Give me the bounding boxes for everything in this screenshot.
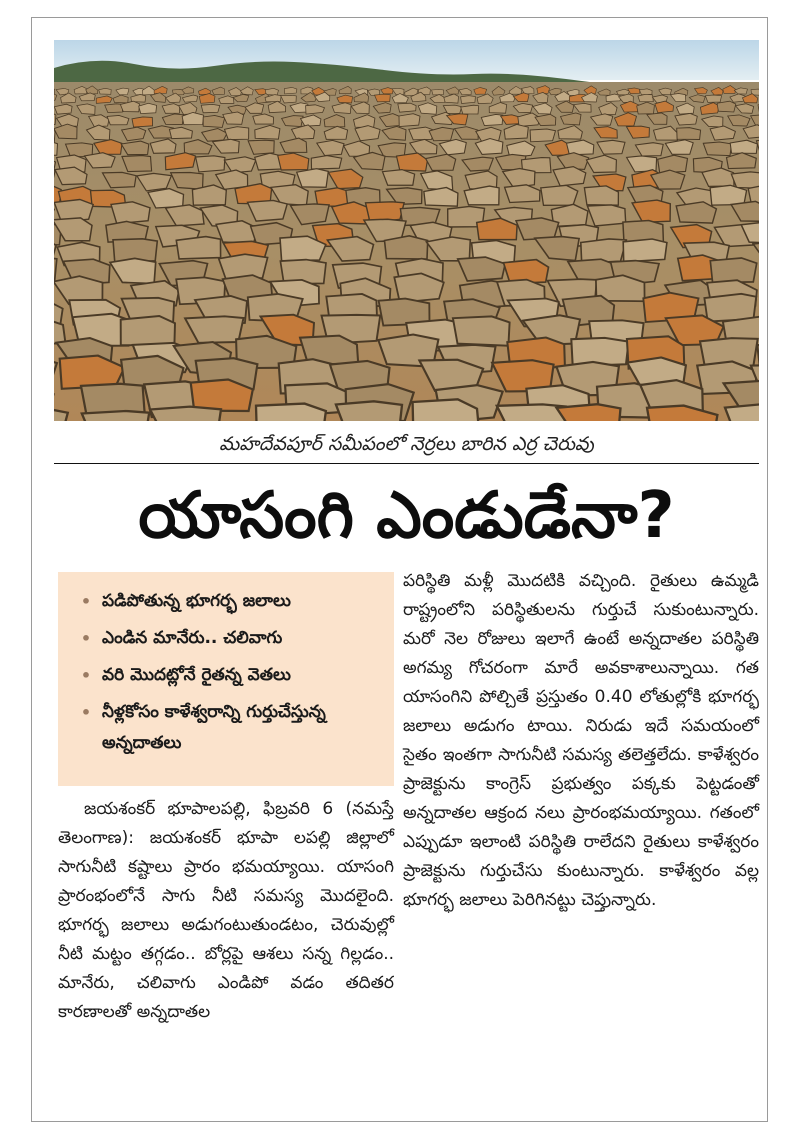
soil-chunk xyxy=(196,156,225,172)
cracked-lakebed-photo xyxy=(54,40,759,421)
highlight-text: పడిపోతున్న భూగర్భ జలాలు xyxy=(102,591,291,611)
soil-chunk xyxy=(203,115,225,127)
soil-chunk xyxy=(639,89,652,95)
soil-chunk xyxy=(385,236,428,259)
soil-chunk xyxy=(705,95,721,102)
soil-chunk xyxy=(111,202,150,224)
soil-chunk xyxy=(458,257,506,281)
highlights-box xyxy=(58,572,394,786)
article-column-right xyxy=(403,567,759,915)
soil-chunk xyxy=(676,202,716,223)
soil-chunk xyxy=(461,105,479,114)
soil-chunk xyxy=(265,88,278,95)
soil-chunk xyxy=(383,170,415,186)
soil-chunk xyxy=(453,316,510,345)
article-paragraph: జయశంకర్ భూపాలపల్లి, ఫిబ్రవరి 6 (నమస్తే తెలంగాణ): జయశంకర్ భూపా లపల్లి జిల్లాలో సాగునీటి కష్టాలు ప్రారం భమయ్యాయి. యాసంగి ప్రారంభంలోనే సాగు నీటి సమస్య మొదలైంది. భూగర్భ జలాలు అడుగంటుతుండటం, చెరువుల్లో నీటి మట్టం తగ్గడం.. బోర్లపై ఆశలు సన్న గిల్లడం.. మానేరు, చలివాగు ఎండిపో వడం తదితర కారణాలతో అన్నదాతల xyxy=(58,799,394,1022)
soil-chunk xyxy=(571,338,628,366)
soil-chunk xyxy=(284,87,297,94)
soil-chunk xyxy=(99,88,112,94)
soil-chunk xyxy=(399,114,420,127)
soil-chunk xyxy=(541,185,578,205)
soil-chunk xyxy=(54,141,58,156)
soil-chunk xyxy=(122,156,152,172)
soil-chunk xyxy=(105,104,123,113)
soil-chunk xyxy=(121,316,175,345)
soil-chunk xyxy=(584,186,618,205)
soil-chunk xyxy=(530,129,555,142)
soil-chunk xyxy=(557,404,621,421)
soil-chunk xyxy=(432,90,444,95)
soil-chunk xyxy=(219,254,268,279)
soil-chunk xyxy=(461,96,476,104)
soil-chunk xyxy=(225,127,249,140)
soil-chunk xyxy=(731,172,759,188)
highlight-text: వరి మొదట్లోనే రైతన్న వెతలు xyxy=(102,665,291,685)
article-column-left xyxy=(58,795,394,1027)
soil-chunk xyxy=(375,94,391,102)
highlight-item xyxy=(76,623,384,654)
soil-chunk xyxy=(297,169,329,188)
highlight-text: నీళ్లకోసం కాళేశ్వరాన్ని గుర్తుచేస్తున్న అన్నదాతలు xyxy=(102,702,326,753)
soil-chunk xyxy=(638,94,653,101)
soil-chunk xyxy=(702,168,734,186)
soil-chunk xyxy=(409,127,433,140)
bullet-icon: • xyxy=(80,592,92,611)
soil-chunk xyxy=(336,401,402,421)
soil-chunk xyxy=(398,103,416,112)
soil-chunk xyxy=(201,104,220,112)
soil-chunk xyxy=(176,237,220,259)
soil-chunk xyxy=(282,116,304,127)
soil-chunk xyxy=(424,188,458,207)
soil-chunk xyxy=(192,185,226,205)
soil-chunk xyxy=(658,155,688,173)
soil-chunk xyxy=(717,101,736,112)
bullet-icon: • xyxy=(80,666,92,685)
photo-caption: మహదేవపూర్ సమీపంలో నెర్రలు బారిన ఎర్ర చెరువు xyxy=(54,427,759,464)
soil-chunk xyxy=(730,140,757,153)
soil-chunk xyxy=(710,185,747,205)
soil-chunk xyxy=(675,113,697,125)
soil-chunk xyxy=(132,117,153,127)
soil-chunk xyxy=(587,205,625,226)
soil-chunk xyxy=(82,411,149,421)
highlight-text: ఎండిన మానేరు.. చలివాగు xyxy=(102,628,283,648)
soil-chunk xyxy=(623,221,664,243)
soil-chunk xyxy=(710,258,756,283)
soil-chunk xyxy=(677,128,701,140)
bullet-icon: • xyxy=(80,703,92,722)
soil-chunk xyxy=(311,156,341,170)
soil-chunk xyxy=(66,143,93,157)
article-paragraph: పరిస్థితి మళ్లీ మొదటికి వచ్చింది. రైతులు ఉమ్మడి రాష్ట్రంలోని పరిస్థితులను గుర్తుచే సుకుంటున్నారు. మరో నెల రోజులు ఇలాగే ఉంటే అన్నదాతల పరిస్థితి అగమ్య గోచరంగా మారే అవకాశాలున్నాయి. గత యాసంగిని పోల్చితే ప్రస్తుతం 0.40 లోతుల్లోకి భూగర్భ జలాలు అడుగం టాయి. నిరుడు ఇదే సమయంలో సైతం ఇంతగా సాగునీటి సమస్య తలెత్తలేదు. కాళేశ్వరం ప్రాజెక్టును కాంగ్రెస్ ప్రభుత్వం పక్కకు పెట్టడంతో అన్నదాతల ఆక్రంద నలు ప్రారంభమయ్యాయి. గతంలో ఎప్పుడూ ఇలాంటి పరిస్థితి రాలేదని రైతులు కాళేశ్వరం ప్రాజెక్టును గుర్తుచేసు కుంటున్నారు. కాళేశ్వరం వల్ల భూగర్భ జలాలు పెరిగినట్టు చెప్తున్నారు. xyxy=(403,571,759,910)
soil-chunk xyxy=(703,142,731,156)
soil-chunk xyxy=(150,407,221,421)
soil-chunk xyxy=(623,239,667,262)
soil-chunk xyxy=(256,404,326,421)
highlight-item xyxy=(76,697,384,759)
highlight-item xyxy=(76,586,384,617)
headline: యాసంగి ఎండుడేనా? xyxy=(138,479,675,553)
highlight-item xyxy=(76,660,384,691)
soil-chunk xyxy=(725,403,759,421)
bullet-icon: • xyxy=(80,629,92,648)
lakebed-image xyxy=(54,40,759,421)
